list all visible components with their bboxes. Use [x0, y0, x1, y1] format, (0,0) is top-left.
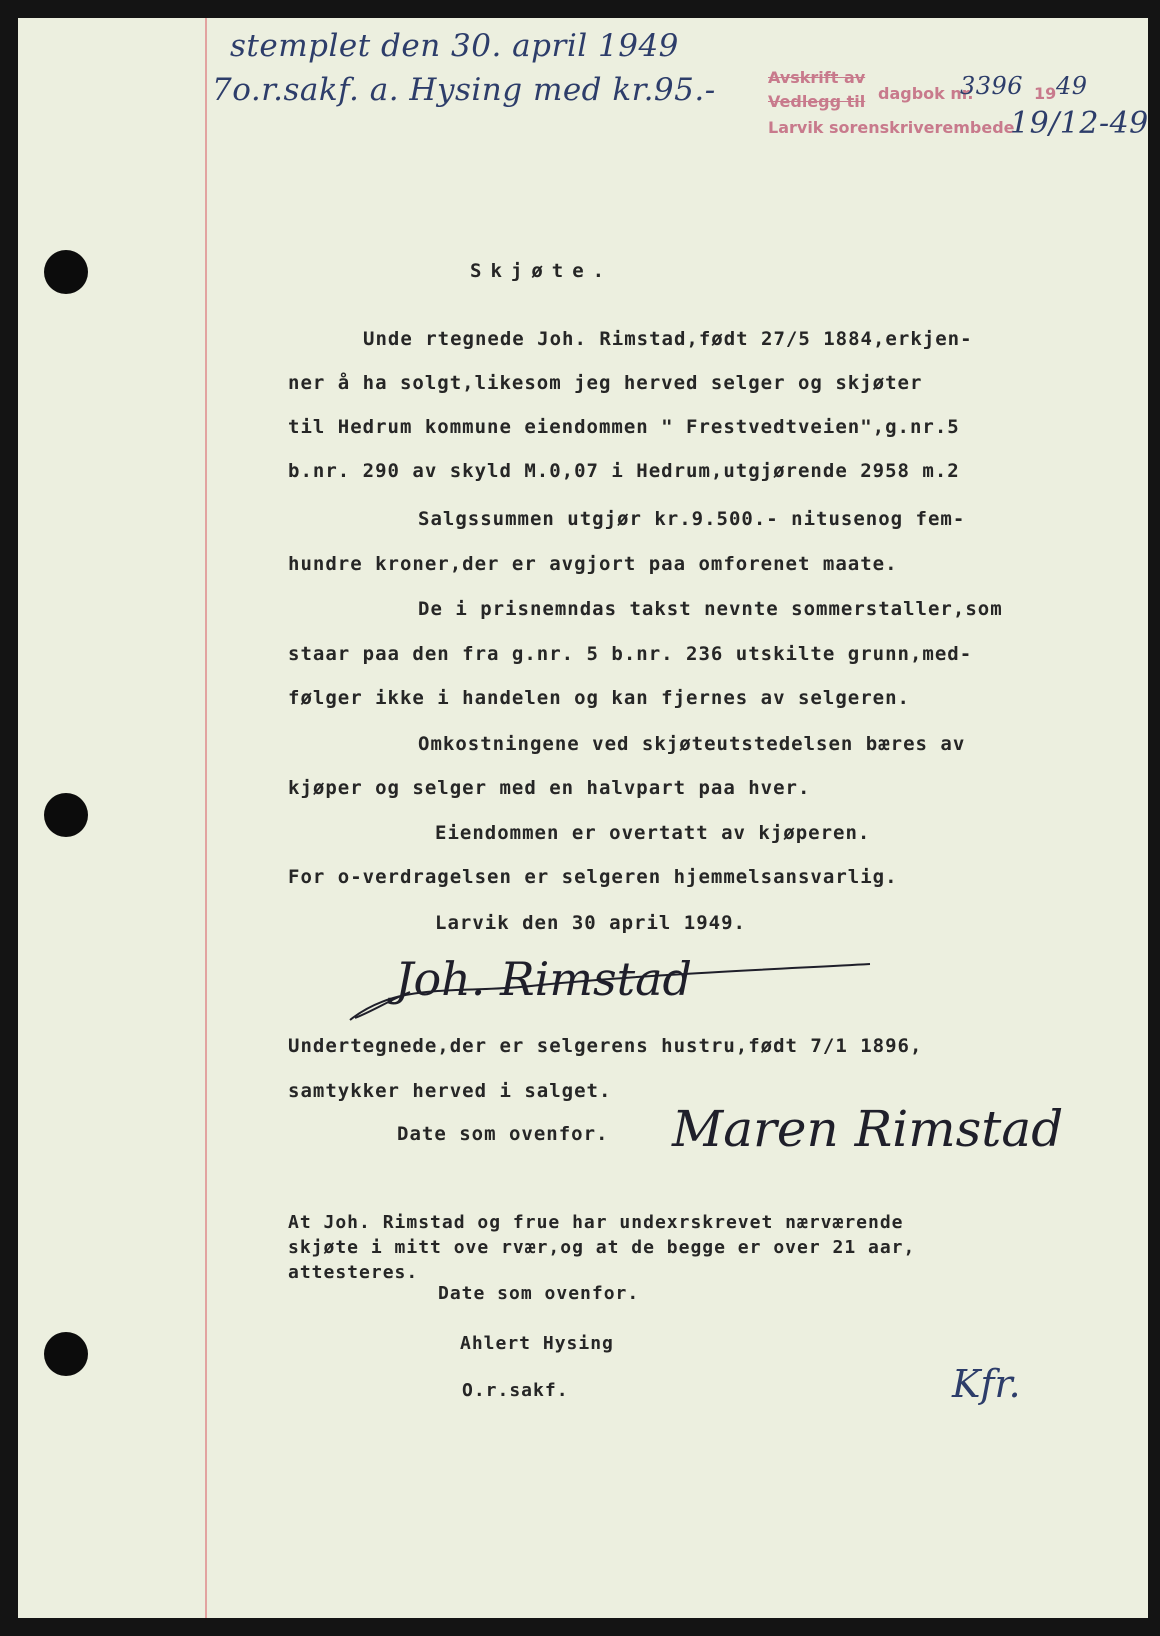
stamp-vedlegg: Vedlegg til	[768, 92, 866, 111]
punch-hole-bottom	[44, 1332, 88, 1376]
deed-line: Salgssummen utgjør kr.9.500.- nitusenog fem-	[418, 508, 966, 530]
attest-line: skjøte i mitt ove rvær,og at de begge er over 21 aar,	[288, 1237, 916, 1258]
attester-name: Ahlert Hysing	[460, 1333, 614, 1354]
attest-date: Date som ovenfor.	[438, 1283, 640, 1304]
deed-title: Skjøte.	[470, 260, 614, 282]
handwritten-fee-note: 7o.r.sakf. a. Hysing med kr.95.-	[212, 72, 716, 108]
deed-line: Omkostningene ved skjøteutstedelsen bæres av	[418, 733, 966, 755]
deed-line: samtykker herved i salget.	[288, 1080, 612, 1102]
stamp-dagbok-label: dagbok nr.	[878, 84, 974, 103]
deed-line: b.nr. 290 av skyld M.0,07 i Hedrum,utgjørende 2958 m.2	[288, 460, 960, 482]
deed-line: følger ikke i handelen og kan fjernes av selgeren.	[288, 687, 910, 709]
attester-title: O.r.sakf.	[462, 1380, 569, 1401]
deed-line: Eiendommen er overtatt av kjøperen.	[435, 822, 871, 844]
punch-hole-top	[44, 250, 88, 294]
deed-date-line: Larvik den 30 april 1949.	[435, 912, 746, 934]
deed-line: For o-verdragelsen er selgeren hjemmelsansvarlig.	[288, 866, 898, 888]
initials-signature: Kfr.	[952, 1362, 1021, 1406]
seller-signature: Joh. Rimstad	[395, 952, 692, 1006]
attest-line: attesteres.	[288, 1262, 419, 1283]
stamp-dagbok-number: 3396	[960, 72, 1024, 100]
deed-line: Date som ovenfor.	[397, 1123, 609, 1145]
punch-hole-middle	[44, 793, 88, 837]
deed-line: Unde rtegnede Joh. Rimstad,født 27/5 1884,erkjen-	[363, 328, 973, 350]
deed-line: ner å ha solgt,likesom jeg herved selger og skjøter	[288, 372, 923, 394]
handwritten-stamp-note: stemplet den 30. april 1949	[230, 28, 679, 64]
margin-line	[205, 18, 207, 1618]
stamp-year-print: 19	[1034, 84, 1057, 103]
deed-line: hundre kroner,der er avgjort paa omforenet maate.	[288, 553, 898, 575]
stamp-date-hand: 19/12-49	[1010, 106, 1149, 141]
stamp-avskrift: Avskrift av	[768, 68, 866, 87]
deed-line: Undertegnede,der er selgerens hustru,født 7/1 1896,	[288, 1035, 923, 1057]
deed-line: til Hedrum kommune eiendommen " Frestvedtveien",g.nr.5	[288, 416, 960, 438]
stamp-office: Larvik sorenskriverembede	[768, 118, 1015, 137]
stamp-year-hand: 49	[1056, 72, 1088, 100]
deed-line: staar paa den fra g.nr. 5 b.nr. 236 utskilte grunn,med-	[288, 643, 973, 665]
deed-line: kjøper og selger med en halvpart paa hver.	[288, 777, 811, 799]
deed-line: De i prisnemndas takst nevnte sommerstaller,som	[418, 598, 1003, 620]
attest-line: At Joh. Rimstad og frue har undexrskrevet nærværende	[288, 1212, 904, 1233]
wife-signature: Maren Rimstad	[672, 1100, 1064, 1158]
